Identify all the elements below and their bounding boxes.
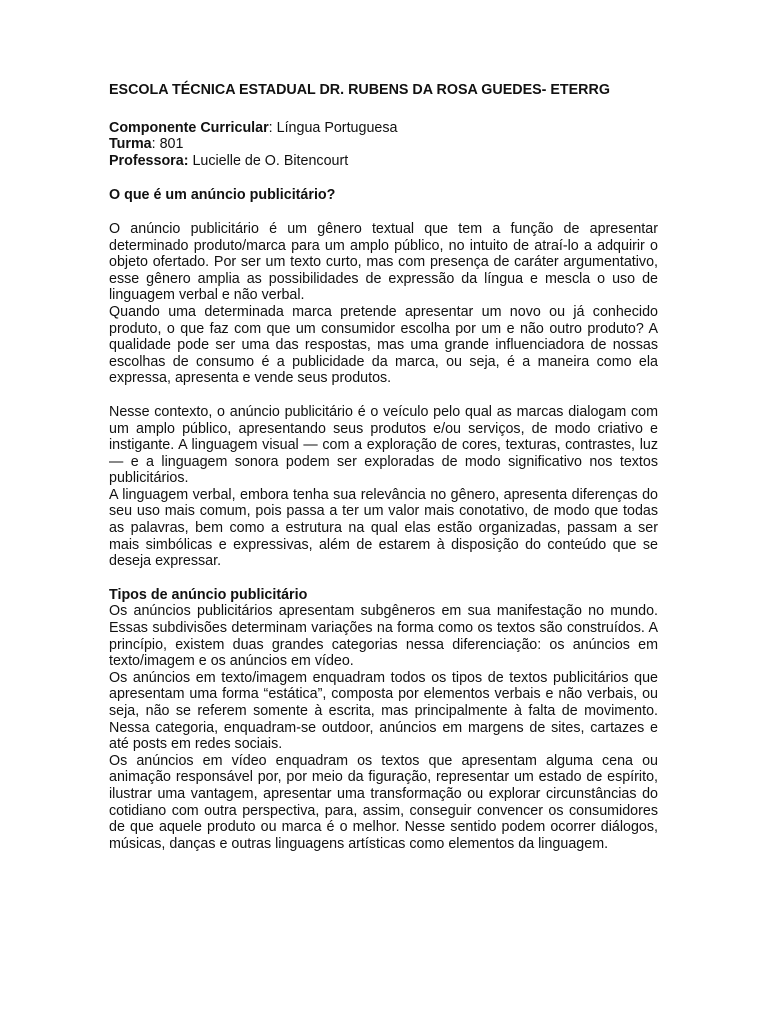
paragraph-gap [109, 570, 658, 587]
section-heading-what-is: O que é um anúncio publicitário? [109, 187, 336, 204]
paragraph: Os anúncios em texto/imagem enquadram todos os tipos de textos publicitários que apresentam uma forma “estática”, composta por elementos verbais e não verbais, ou seja, não se referem somente à escrita, mas principalmente à falta de movimento. Nessa categoria, enquadram-se outdoor, anúncios em margens de sites, cartazes e até posts em redes sociais. [109, 669, 658, 753]
professora-label: Professora: [109, 152, 189, 169]
professora-value: Lucielle de O. Bitencourt [188, 152, 349, 169]
paragraph: Os anúncios em vídeo enquadram os textos que apresentam alguma cena ou animação responsável por, por meio da figuração, representar um estado de espírito, ilustrar uma vantagem, apresentar uma transformação ou explorar circunstâncias do cotidiano com outra perspectiva, para, assim, conseguir convencer os consumidores de que aquele produto ou marca é o melhor. Nesse sentido podem ocorrer diálogos, músicas, danças e outras linguagens artísticas como elementos da linguagem. [109, 752, 658, 852]
school-title: ESCOLA TÉCNICA ESTADUAL DR. RUBENS DA ROSA GUEDES- ETERRG [109, 82, 610, 98]
paragraph-gap [109, 387, 658, 404]
document-page [109, 82, 658, 852]
paragraph: Quando uma determinada marca pretende apresentar um novo ou já conhecido produto, o que faz com que um consumidor escolha por um e não outro produto? A qualidade pode ser uma das respostas, mas uma grande influenciadora de nossas escolhas de consumo é a publicidade da marca, ou seja, é a maneira como ela expressa, apresenta e vende seus produtos. [109, 303, 658, 387]
section-heading-types: Tipos de anúncio publicitário [109, 586, 308, 603]
paragraph: Os anúncios publicitários apresentam subgêneros em sua manifestação no mundo. Essas subdivisões determinam variações na forma como os textos são construídos. A princípio, existem duas grandes categorias nessa diferenciação: os anúncios em texto/imagem e os anúncios em vídeo. [109, 603, 658, 670]
paragraph: Nesse contexto, o anúncio publicitário é o veículo pelo qual as marcas dialogam com um amplo público, apresentando seus produtos e/ou serviços, de modo criativo e instigante. A linguagem visual — com a exploração de cores, texturas, contrastes, luz — e a linguagem sonora podem ser exploradas de modo significativo nos textos publicitários. [109, 403, 658, 487]
turma-line [109, 136, 658, 153]
turma-value: : 801 [151, 136, 184, 153]
component-line [109, 120, 658, 137]
paragraph: A linguagem verbal, embora tenha sua relevância no gênero, apresenta diferenças do seu uso mais comum, pois passa a ter um valor mais conotativo, de modo que todas as palavras, bem como a estrutura na qual elas estão organizadas, passam a ser mais simbólicas e expressivas, além de estarem à disposição do conteúdo que se deseja expressar. [109, 486, 658, 570]
paragraph: O anúncio publicitário é um gênero textual que tem a função de apresentar determinado produto/marca para um amplo público, no intuito de atraí-lo a adquirir o objeto ofertado. Por ser um texto curto, mas com presença de caráter argumentativo, esse gênero amplia as possibilidades de expressão da língua e mescla o uso de linguagem verbal e não verbal. [109, 220, 658, 304]
component-label: Componente Curricular [109, 119, 269, 136]
professora-line [109, 153, 658, 170]
document-meta [109, 120, 658, 170]
turma-label: Turma [109, 136, 152, 153]
component-value: : Língua Portuguesa [268, 119, 398, 136]
